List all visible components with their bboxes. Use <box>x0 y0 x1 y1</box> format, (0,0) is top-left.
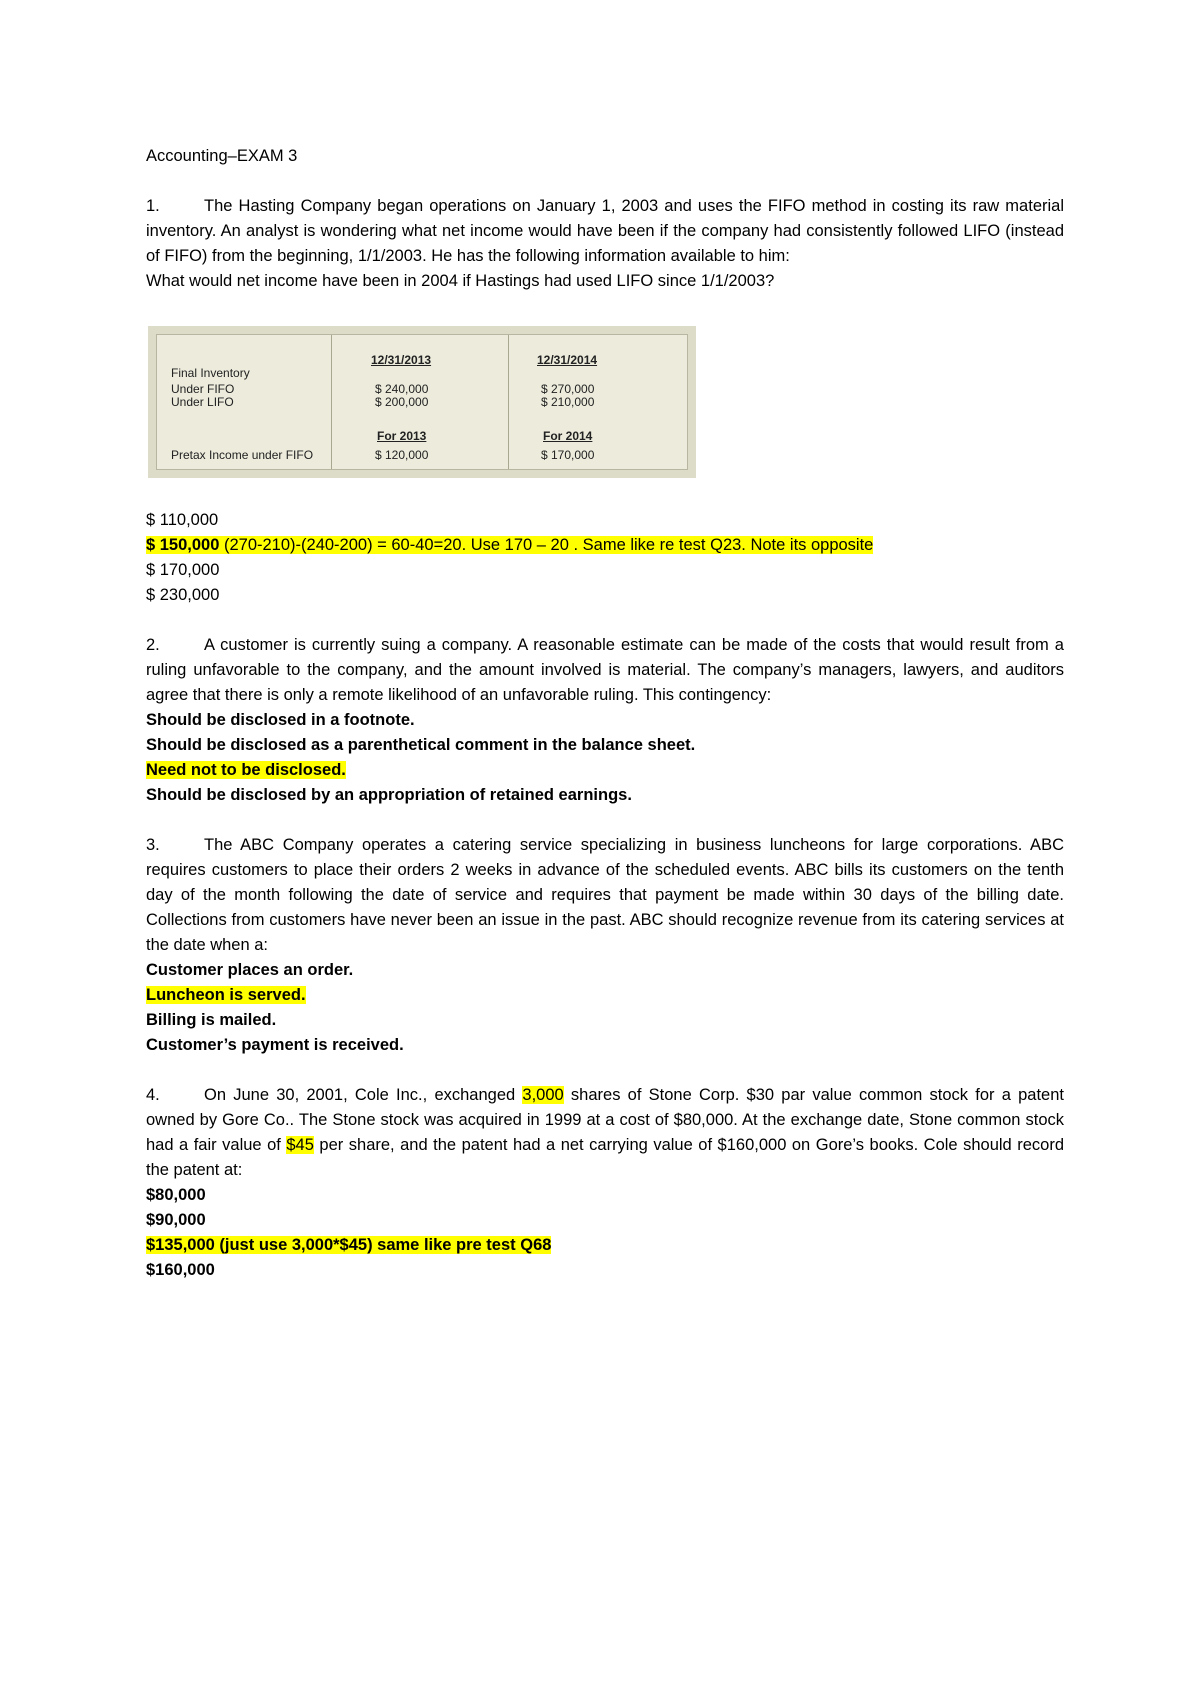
question-4-option-a: $80,000 <box>146 1186 206 1204</box>
cell-2013-lifo: $ 200,000 <box>375 395 429 409</box>
col-header-2013: 12/31/2013 <box>371 353 432 367</box>
spacer <box>146 808 1064 833</box>
question-1-option-a: $ 110,000 <box>146 511 219 529</box>
col-subheader-2014: For 2014 <box>543 429 593 443</box>
question-2-option-a: Should be disclosed in a footnote. <box>146 711 415 729</box>
question-3 <box>146 833 1064 1058</box>
spacer <box>146 608 1064 633</box>
question-4-highlight-price: $45 <box>286 1136 314 1154</box>
question-2-option-c <box>146 758 1064 783</box>
question-3-body: The ABC Company operates a catering service specializing in business luncheons for large corporations. ABC requires customers to place their orders 2 weeks in advance of the scheduled events. ABC bills its customers on the tenth day of the month following the date of service and requires that payment be made within 30 days of the billing date. Collections from customers have never been an issue in the past. ABC should recognize revenue from its catering services at the date when a: <box>146 836 1064 954</box>
question-3-option-a: Customer places an order. <box>146 961 354 979</box>
row-label-under-fifo: Under FIFO <box>171 382 235 396</box>
inventory-table-image <box>148 326 696 478</box>
question-1-number: 1. <box>146 197 160 215</box>
cell-2013-fifo: $ 240,000 <box>375 382 429 396</box>
question-4-text <box>146 1083 1064 1183</box>
question-4-option-d: $160,000 <box>146 1261 215 1279</box>
cell-2014-pretax: $ 170,000 <box>541 448 595 462</box>
row-label-pretax-income: Pretax Income under FIFO <box>171 448 314 462</box>
question-4-body-b: shares of Stone Corp. $30 par value common stock for a patent owned by Gore Co.. The Stone stock was acquired in 1999 at a cost of $80,000. At the exchange date, Stone common stock had a fair value of <box>146 1086 1064 1154</box>
question-2-text <box>146 633 1064 708</box>
question-1-answer: $ 150,000 <box>146 536 220 554</box>
question-3-option-c: Billing is mailed. <box>146 1011 277 1029</box>
col-header-2014: 12/31/2014 <box>537 353 598 367</box>
question-1 <box>146 194 1064 608</box>
question-3-number: 3. <box>146 836 160 854</box>
question-2-number: 2. <box>146 636 160 654</box>
question-1-body: The Hasting Company began operations on January 1, 2003 and uses the FIFO method in costing its raw material inventory. An analyst is wondering what net income would have been if the company had consistently followed LIFO (instead of FIFO) from the beginning, 1/1/2003. He has the following information available to him: <box>146 197 1064 265</box>
question-3-text <box>146 833 1064 958</box>
table-divider-2 <box>508 335 509 469</box>
question-4-option-b: $90,000 <box>146 1211 206 1229</box>
cell-2013-pretax: $ 120,000 <box>375 448 429 462</box>
question-2-option-d: Should be disclosed by an appropriation of retained earnings. <box>146 786 632 804</box>
question-3-answer: Luncheon is served. <box>146 986 306 1004</box>
question-1-option-c: $ 170,000 <box>146 561 220 579</box>
question-2-option-b: Should be disclosed as a parenthetical comment in the balance sheet. <box>146 736 696 754</box>
question-2-answer: Need not to be disclosed. <box>146 761 346 779</box>
cell-2014-lifo: $ 210,000 <box>541 395 595 409</box>
row-label-under-lifo: Under LIFO <box>171 395 234 409</box>
question-1-prompt: What would net income have been in 2004 if Hastings had used LIFO since 1/1/2003? <box>146 272 775 290</box>
document-page <box>146 144 1064 1283</box>
question-4-highlight-shares: 3,000 <box>522 1086 564 1104</box>
question-4-body-a: On June 30, 2001, Cole Inc., exchanged <box>204 1086 523 1104</box>
question-4-number: 4. <box>146 1086 160 1104</box>
question-3-option-b <box>146 983 1064 1008</box>
question-1-answer-note: (270-210)-(240-200) = 60-40=20. Use 170 – 20 . Same like re test Q23. Note its opposite <box>219 536 874 554</box>
cell-2014-fifo: $ 270,000 <box>541 382 595 396</box>
question-4 <box>146 1083 1064 1283</box>
question-4-option-c <box>146 1233 1064 1258</box>
col-subheader-2013: For 2013 <box>377 429 427 443</box>
question-4-body-c: per share, and the patent had a net carrying value of $160,000 on Gore’s books. Cole should record the patent at: <box>146 1136 1064 1179</box>
row-label-final-inventory: Final Inventory <box>171 366 250 380</box>
question-1-option-d: $ 230,000 <box>146 586 220 604</box>
question-4-answer: $135,000 (just use 3,000*$45) same like pre test Q68 <box>146 1236 552 1254</box>
question-3-option-d: Customer’s payment is received. <box>146 1036 404 1054</box>
inventory-table <box>156 334 688 470</box>
question-1-text <box>146 194 1064 269</box>
question-2-body: A customer is currently suing a company. A reasonable estimate can be made of the costs that would result from a ruling unfavorable to the company, and the amount involved is material. The company’s managers, lawyers, and auditors agree that there is only a remote likelihood of an unfavorable ruling. This contingency: <box>146 636 1064 704</box>
document-title: Accounting–EXAM 3 <box>146 147 298 165</box>
question-2 <box>146 633 1064 808</box>
table-divider-1 <box>331 335 332 469</box>
spacer <box>146 1058 1064 1083</box>
question-1-option-b <box>146 533 1064 558</box>
